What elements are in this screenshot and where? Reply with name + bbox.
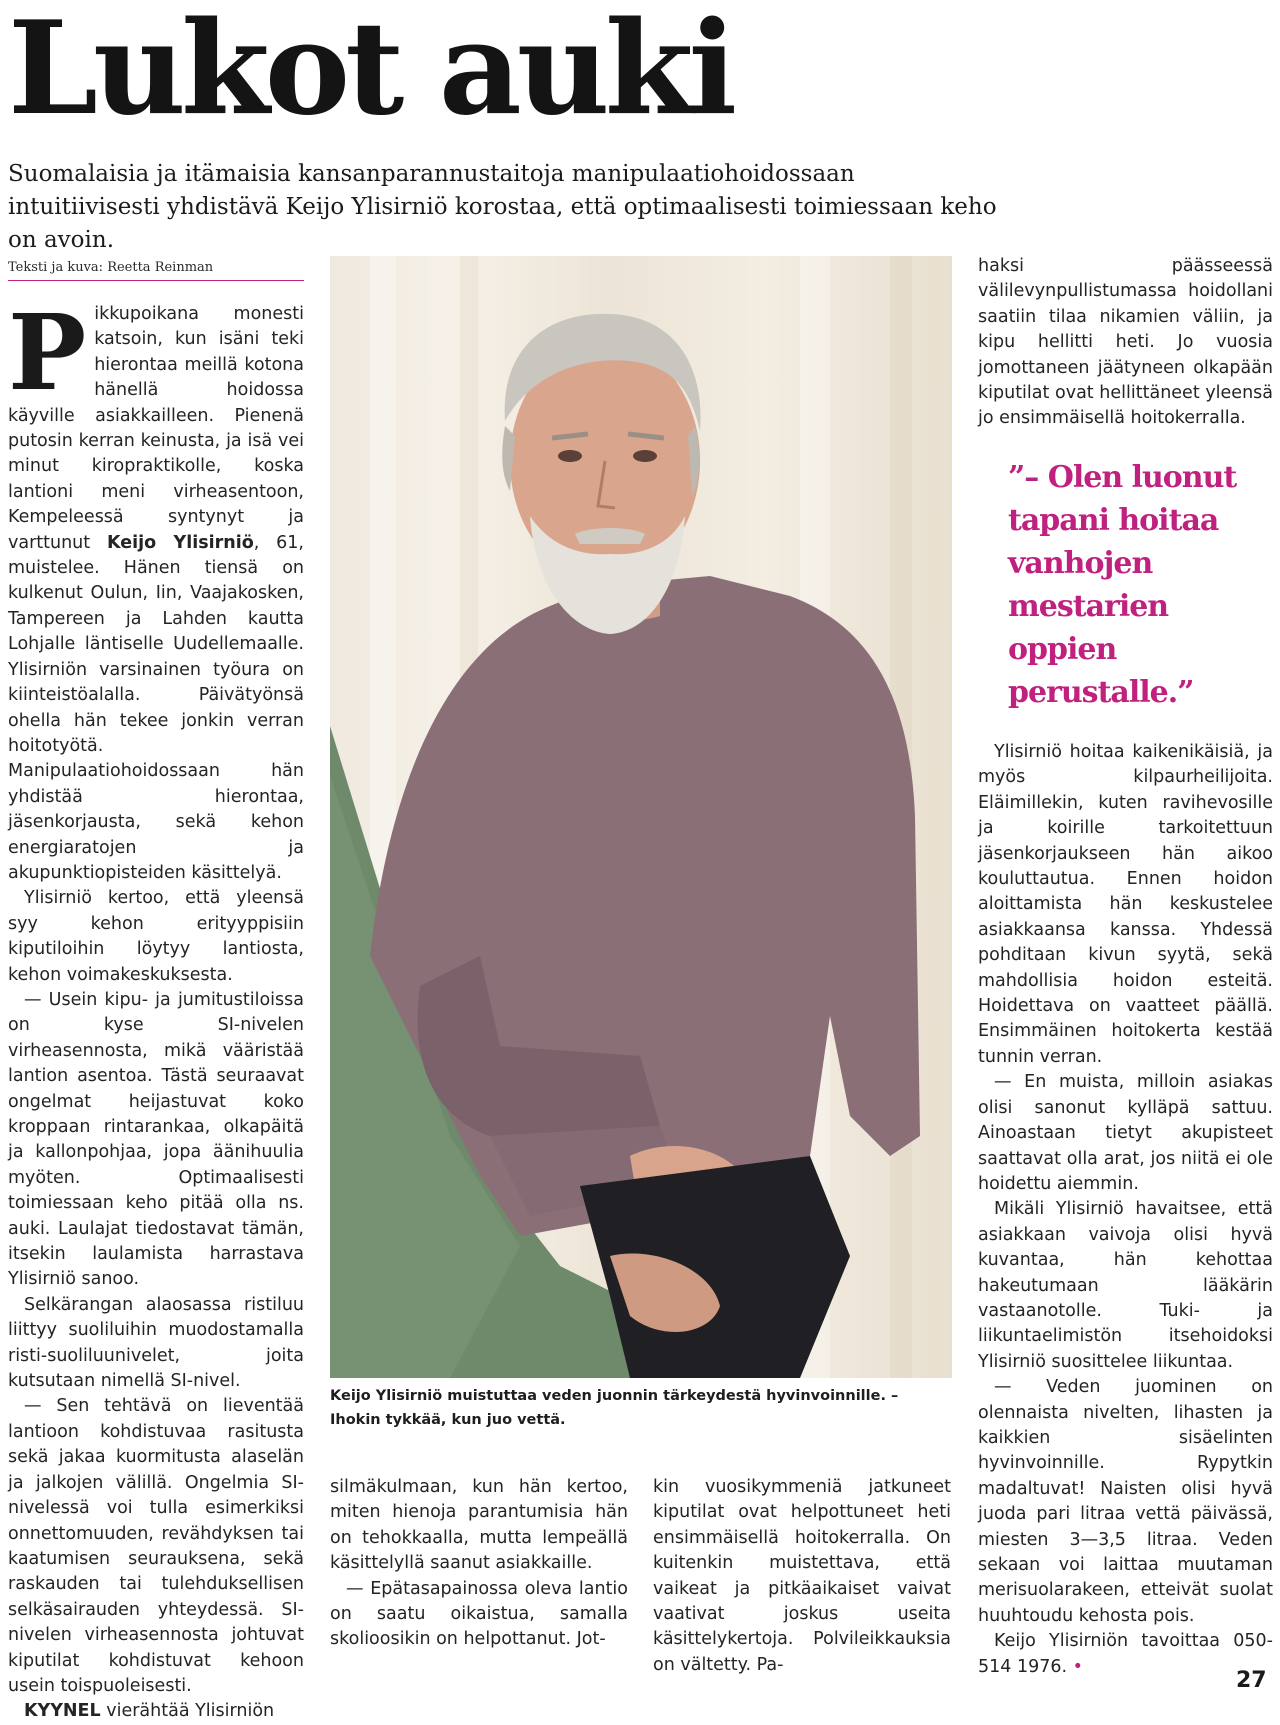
paragraph-11: Ylisirniö hoitaa kaikenikäisiä, ja myös kilpaurheilijoita. Eläimillekin, kuten ravihevosille ja koirille tarkoitettuun jäsenkorjaukseen hän aikoo kouluttautua. Ennen hoidon aloittamista hän keskustelee asiakkaansa kanssa. Yhdessä pohditaan kivun syytä, sekä mahdollisia hoidon esteitä. Hoidettava on vaatteet päällä. Ensimmäinen hoitokerta kestää tunnin verran. (978, 742, 1273, 1067)
byline: Teksti ja kuva: Reetta Reinman (8, 259, 304, 281)
portrait-photo (330, 256, 952, 1378)
paragraph-2: Ylisirniö kertoo, että yleensä syy kehon erityyppisiin kiputiloihin löytyy lantiosta, kehon voimakeskuksesta. (8, 888, 304, 985)
drop-cap: P (8, 291, 87, 414)
paragraph-6-text: vierähtää Ylisirniön (100, 1701, 275, 1722)
end-bullet: • (1072, 1656, 1083, 1677)
paragraph-8: — Epätasapainossa oleva lantio on saatu oikaistua, samalla skolioosikin on helpottanut. Jot- (330, 1578, 628, 1650)
column-2 (330, 1475, 628, 1653)
paragraph-5: — Sen tehtävä on lieventää lantioon kohdistuvaa rasitusta sekä jakaa kuormitusta alaselän ja jalkojen välillä. Ongelmia SI-nivelessä voi tulla esimerkiksi onnettomuuden, revähdyksen tai kaatumisen seurauksena, sekä raskauden tai tulehduksellisen selkäsairauden yhteydessä. SI-nivelen virheasennosta johtuvat kiputilat kohdistuvat kehoon usein toispuoleisesti. (8, 1396, 304, 1696)
paragraph-13: Mikäli Ylisirniö havaitsee, että asiakkaan vaivoja olisi hyvä kuvantaa, hän kehottaa hakeutumaan lääkärin vastaanotolle. Tuki- ja liikuntaelimistön itsehoidoksi Ylisirniö suosittelee liikuntaa. (978, 1199, 1273, 1372)
paragraph-9: kin vuosikymmeniä jatkuneet kiputilat ovat helpottuneet heti ensimmäisellä hoitokerralla. On kuitenkin muistettava, että vaikeat ja pitkäaikaiset vaivat vaativat joskus useita käsittelykertoja. Polvileikkauksia on vältetty. Pa- (653, 1477, 951, 1675)
person-name: Keijo Ylisirniö (107, 532, 254, 553)
paragraph-12: — En muista, milloin asiakas olisi sanonut kylläpä sattuu. Ainoastaan tietyt akupisteet saattavat olla arat, jos niitä ei ole hoidettu aiemmin. (978, 1072, 1273, 1194)
paragraph-4: Selkärangan alaosassa ristiluu liittyy suoliluihin muodostamalla risti-suoliluunivelet, joita kutsutaan nimellä SI-nivel. (8, 1294, 304, 1392)
headline: Lukot auki (8, 0, 733, 144)
paragraph-1-text: ikkupoikana monesti katsoin, kun isäni teki hierontaa meillä kotona hänellä hoidossa käyville asiakkailleen. Pienenä putosin kerran keinusta, ja isä vei minut kiropraktikolle, koska lantioni meni virheasentoon, Kempeleessä syntynyt ja varttunut (8, 304, 304, 553)
paragraph-10: haksi päässeessä välilevynpullistumassa hoidollani saatiin tilaa nikamien väliin, ja kipu hellitti heti. Jo vuosia jomottaneen jäätyneen olkapään kiputilat ovat hellittäneet yleensä jo ensimmäisellä hoitokerralla. (978, 256, 1273, 429)
paragraph-14: — Veden juominen on olennaista nivelten, lihasten ja kaikkien sisäelinten hyvinvoinnille. Rypytkin madaltuvat! Naisten olisi hyvä juoda pari litraa vettä päivässä, miesten 3—3,5 litraa. Veden sekaan voi laittaa muutaman merisuolarakeen, etteivät suolat huuhtoudu kehosta pois. (978, 1377, 1273, 1626)
paragraph-1 (8, 291, 304, 886)
pull-quote: ”– Olen luonut tapani hoitaa vanhojen mestarien oppien perustalle.” (1008, 460, 1237, 710)
lead-paragraph: Suomalaisia ja itämaisia kansanparannustaitoja manipulaatiohoidossaan intuitiivisesti yhdistävä Keijo Ylisirniö korostaa, että optimaalisesti toimiessaan keho on avoin. (8, 161, 997, 253)
contact-info: Keijo Ylisirniön tavoittaa 050-514 1976. (978, 1631, 1273, 1677)
column-1 (8, 291, 304, 1725)
paragraph-3: — Usein kipu- ja jumitustiloissa on kyse SI-nivelen virheasennosta, mikä vääristää lantion asentoa. Tästä seuraavat ongelmat heijastuvat koko kroppaan rintarankaa, olkapäitä ja kallonpohjaa, jopa äänihuulia myöten. Optimaalisesti toimiessaan keho pitää olla ns. auki. Laulajat tiedostavat tämän, itsekin laulamista harrastava Ylisirniö sanoo. (8, 989, 304, 1290)
paragraph-1-end: , 61, muistelee. Hänen tiensä on kulkenut Oulun, Iin, Vaajakosken, Tampereen ja Lahden kautta Lohjalle läntiselle Uudellemaalle. Ylisirniön varsinainen työura on kiinteistöalalla. Päivätyönsä ohella hän tekee jonkin verran hoitotyötä. Manipulaatiohoidossaan hän yhdistää hierontaa, jäsenkorjausta, sekä kehon energiaratojen ja akupunktiopisteiden käsittelyä. (8, 532, 304, 883)
paragraph-15 (978, 1629, 1273, 1680)
paragraph-6-keyword: KYYNEL (24, 1701, 101, 1722)
column-4-top (978, 254, 1273, 432)
paragraph-7: silmäkulmaan, kun hän kertoo, miten hienoja parantumisia hän on tehokkaalla, mutta lempeällä käsittelyllä saanut asiakkaille. (330, 1477, 628, 1574)
paragraph-6 (8, 1699, 304, 1724)
photo-caption: Keijo Ylisirniö muistuttaa veden juonnin tärkeydestä hyvinvoinnille. – Ihokin tykkää, kun juo vettä. (330, 1388, 899, 1428)
column-3 (653, 1475, 951, 1678)
column-4-bottom (978, 740, 1273, 1680)
page-number: 27 (1236, 1668, 1267, 1693)
